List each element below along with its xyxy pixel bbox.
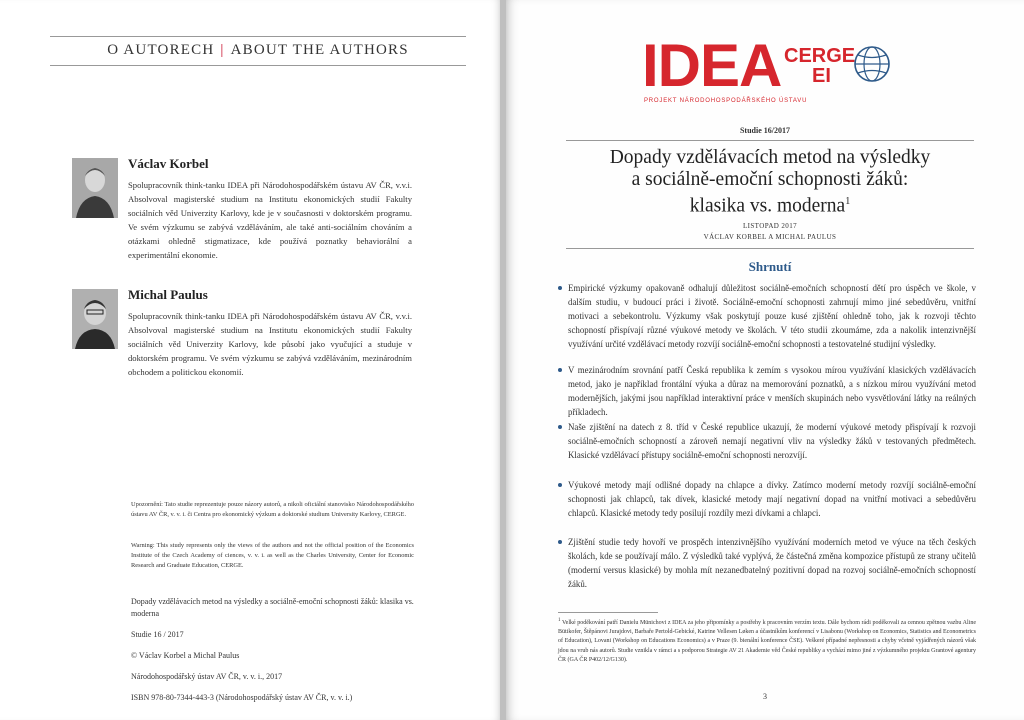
bullet-dot [558,286,562,290]
footnote [558,616,976,665]
logo-idea: IDEA [642,32,782,99]
page-number: 3 [763,692,767,701]
footnote-text: Velké poděkování patří Danielu Münichovi z IDEA za jeho připomínky a postřehy k pracovním verzím textu. Dále bychom rádi poděkovali za cennou zpětnou vazbu Aline Bütikofer, Štěpánovi Jurajdovi, Barbaře Pertold-Gebické, Katrine Vellesen Løken a účastníkům konferencí v Lisabonu (Workshop on Economics, Statistics and Econometrics of Education), Lovani (Workshop on Educations Economics) a v Praze (9. bienální konference ČSE). Veškeré případné nepřesnosti a chyby včetně vyjádřených názorů však jdou na vrub nás autorů. Studie vznikla v rámci a s podporou Strategie AV 21 Akademie věd České republiky a vychází mimo jiné z výzkumného projektu Grantové agentury ČR (GA ČR P402/12/G130). [558,620,976,663]
document-date: LISTOPAD 2017 [742,222,797,230]
globe-icon [852,44,892,84]
document-authors: VÁCLAV KORBEL A MICHAL PAULUS [703,233,837,241]
header-cz: O AUTORECH [107,42,215,58]
author-bio: Spolupracovník think-tanku IDEA při Národohospodářském ústavu AV ČR, v.v.i. Absolvoval magisterské studium na Institutu ekonomických studií Fakulty sociálních věd Univerzity Karlovy, kde je v současnosti v doktorském programu. Ve svém výzkumu se zabývá vzděláváním, ale také anti-sociálním chováním a otázkami ohledně stigmatizace, kde používá poznatky behaviorální a experimentální ekonomie. [128,180,412,260]
logo-ei: EI [812,65,831,87]
header-separator: | [220,42,225,58]
section-header [50,42,466,59]
footnote-rule [558,612,658,613]
bullet-dot [558,425,562,429]
document-title [566,147,974,218]
header-en: ABOUT THE AUTHORS [230,42,409,58]
colophon-isbn: ISBN 978-80-7344-443-3 (Národohospodářský ústav AV ČR, v. v. i.) [131,693,353,702]
title-line-last [566,191,974,218]
footnote-mark: 1 [558,618,561,623]
bullet-dot [558,483,562,487]
colophon-study: Studie 16 / 2017 [131,630,184,639]
colophon-title: Dopady vzdělávacích metod na výsledky a sociálně-emoční schopnosti žáků: klasika vs. moderna [131,597,414,618]
bullet-text: Výukové metody mají odlišné dopady na chlapce a dívky. Zatímco moderní metody rozvíjí sociálně-emoční schopnosti jak chlapců, tak dívek, klasické metody mají negativní dopad na vnitřní motivaci a sebedůvěru chlapců. Klasické metody tedy posilují rozdíly mezi dívkami a chlapci. [568,480,976,518]
colophon [131,596,414,713]
bullet-text: Zjištění studie tedy hovoří ve prospěch intenzivnějšího využívání moderních metod ve výuce na těch českých školách, kde se používají málo. Z výsledků také vyplývá, že částečná změna kompozice přístupů ze strany učitelů (moderní versus klasické) by mohla mít nezanedbatelný pozitivní dopad na rozvoj sociálně-emočních schopností žáků. [568,537,976,589]
disclaimer-cz: Upozornění: Tato studie reprezentuje pouze názory autorů, a nikoli oficiální stanovisko Národohospodářského ústavu AV ČR, v. v. i. či Centra pro ekonomický výzkum a doktorské studium University Karlovy, CERGE. [131,501,414,518]
title-line: a sociálně-emoční schopnosti žáků: [631,169,909,190]
left-page [0,0,500,720]
author-bio: Spolupracovník think-tanku IDEA při Národohospodářském ústavu AV ČR, v.v.i. Absolvoval magisterské studium na Institutu ekonomických studií Fakulty sociálních věd Univerzity Karlovy, kde působí jako vyučující a studuje v doktorském programu. Ve svém výzkumu se zabývá vzděláváním, mezinárodním obchodem a politickou ekonomií. [128,311,412,377]
title-line: klasika vs. moderna [689,195,846,217]
study-number: Studie 16/2017 [739,126,790,135]
bullet-text: V mezinárodním srovnání patří Česká republika k zemím s vysokou mírou využívání klasických vzdělávacích metod, jako je například frontální výuka a důraz na memorování poznatků, a s nízkou mírou využívání metod modernějších, jakými jsou například interaktivní práce v menších skupinách nebo vysvětlování látky na reálných příkladech. [568,365,976,417]
header-rule-top [50,36,466,37]
summary-heading: Shrnutí [748,259,792,274]
title-rule [566,140,974,141]
bullet-dot [558,540,562,544]
author-photo [72,289,118,349]
bullet-text: Empirické výzkumy opakovaně odhalují důležitost sociálně-emočních schopností dětí pro úspěch ve škole, v dalším studiu, v budoucí práci i životě. Sociálně-emoční schopnosti zahrnují mimo jiné sebedůvěru, vnitřní motivaci a sebekontrolu. Výzkumy však poskytují pouze kusé zjištění ohledně toho, jak k rozvoji těchto schopností přispívají různé výukové metody ve školách. V této studii zkoumáme, zda a nakolik intenzivnější využívání určité vzdělávací metody rozvíjí sociálně-emoční schopnosti a testovatelné studijní výsledky. [568,283,976,349]
disclaimer-en: Warning: This study represents only the views of the authors and not the official position of the Economics Institute of the Czech Academy of ciences, v. v. i. as well as the Charles University, Center for Economic Research and Graduate Education, CERGE. [131,542,414,569]
title-line: Dopady vzdělávacích metod na výsledky [609,147,931,168]
colophon-publisher: Národohospodářský ústav AV ČR, v. v. i., 2017 [131,672,283,681]
colophon-copyright: © Václav Korbel a Michal Paulus [131,651,240,660]
author-name: Michal Paulus [128,287,208,302]
logo-project-text: PROJEKT NÁRODOHOSPODÁŘSKÉHO ÚSTAVU [644,98,808,104]
title-footnote-mark: 1 [845,196,851,207]
header-rule-bottom [50,65,466,66]
logo-cerge: CERGE [784,45,856,67]
author-name: Václav Korbel [128,156,209,171]
idea-cerge-logo [636,32,936,112]
bullet-dot [558,368,562,372]
meta-rule [566,248,974,249]
author-photo [72,158,118,218]
right-page [506,0,1024,720]
bullet-text: Naše zjištění na datech z 8. tříd v České republice ukazují, že moderní výukové metody přispívají k rozvoji sociálně-emočních schopností a zároveň nemají negativní vliv na výsledky žáků v testovaných předmětech. Klasické vzdělávací přístupy sociálně-emoční schopnosti nerozvíjí. [568,422,976,460]
